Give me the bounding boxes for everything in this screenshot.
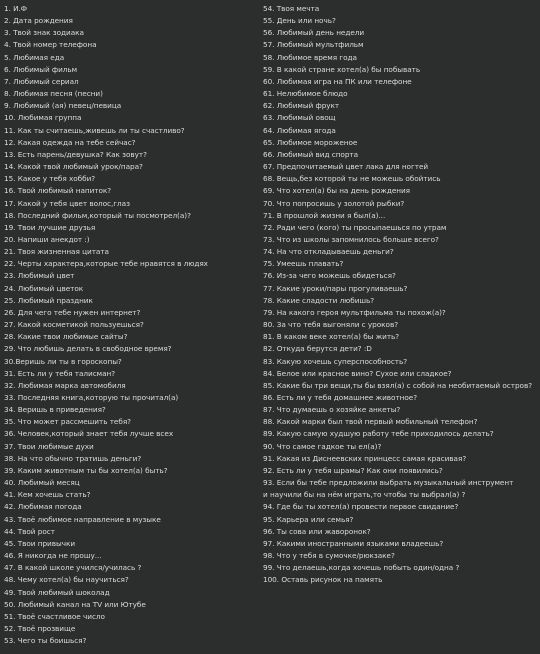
- question-item: 24. Любимый цветок: [4, 283, 84, 293]
- question-item: 43. Твоё любимое направление в музыке: [4, 514, 161, 524]
- question-item: 63. Любимый овощ: [263, 113, 336, 123]
- question-item: 34. Веришь в приведения?: [4, 405, 106, 415]
- question-item: 51. Твоё счастливое число: [4, 611, 105, 621]
- question-item: 85. Какие бы три вещи,ты бы взял(а) с собой на необитаемый остров?: [263, 380, 533, 390]
- questions-column-left: [4, 3, 258, 647]
- question-item: 17. Какой у тебя цвет волос,глаз: [4, 198, 130, 208]
- question-item: 37. Твои любимые духи: [4, 441, 94, 451]
- question-item: 57. Любимый мультфильм: [263, 40, 364, 50]
- question-item: 86. Есть ли у тебя домашнее животное?: [263, 393, 418, 402]
- question-item: 23. Любимый цвет: [4, 271, 75, 281]
- question-item: 35. Что может рассмешить тебя?: [4, 417, 131, 427]
- question-item: 7. Любимый сериал: [4, 76, 79, 86]
- question-item: 75. Умеешь плавать?: [263, 259, 344, 269]
- question-item: 45. Твои привычки: [4, 538, 76, 548]
- question-item: 6. Любимый фильм: [4, 64, 78, 74]
- question-item: 49. Твой любимый шоколад: [4, 587, 110, 597]
- question-item: 90. Что самое гадкое ты ел(а)?: [263, 441, 382, 451]
- question-item: 54. Твоя мечта: [263, 4, 320, 13]
- question-item: 18. Последний фильм,который ты посмотрел(а)?: [4, 210, 191, 220]
- question-item: 98. Что у тебя в сумочке/рюкзаке?: [263, 551, 395, 561]
- question-item: 76. Из-за чего можешь обидеться?: [263, 271, 396, 281]
- question-item: 56. Любимый день недели: [263, 28, 365, 38]
- question-item: 52. Твоё прозвище: [4, 623, 76, 633]
- question-item: 74. На что откладываешь деньги?: [263, 247, 394, 257]
- question-item: 88. Какой марки был твой первый мобильный телефон?: [263, 417, 478, 427]
- question-item: 81. В каком веке хотел(а) бы жить?: [263, 332, 400, 342]
- question-item: 3. Твой знак зодиака: [4, 28, 84, 38]
- question-item: 27. Какой косметикой пользуешься?: [4, 320, 144, 330]
- question-item: 4. Твой номер телефона: [4, 40, 97, 50]
- question-item: 87. Что думаешь о хозяйке анкеты?: [263, 405, 401, 415]
- question-item: 15. Какое у тебя хобби?: [4, 174, 96, 184]
- question-item: 84. Белое или красное вино? Сухое или сладкое?: [263, 368, 452, 378]
- question-item: 73. Что из школы запомнилось больше всего?: [263, 234, 439, 244]
- question-item: 19. Твои лучшие друзья: [4, 222, 96, 232]
- question-item: 59. В какой стране хотел(а) бы побывать: [263, 64, 421, 74]
- question-item: 96. Ты сова или жаворонок?: [263, 526, 371, 536]
- question-item: 42. Любимая погода: [4, 502, 82, 512]
- question-item: 92. Есть ли у тебя шрамы? Как они появились?: [263, 465, 443, 475]
- question-item: 79. На какого героя мультфильма ты похож(а)?: [263, 307, 446, 317]
- question-item: 41. Кем хочешь стать?: [4, 490, 91, 500]
- question-item: 53. Чего ты боишься?: [4, 636, 87, 646]
- question-item: 67. Предпочитаемый цвет лака для ногтей: [263, 162, 429, 172]
- question-item: 8. Любимая песня (песни): [4, 89, 103, 99]
- question-item: 40. Любимый месяц: [4, 478, 80, 488]
- question-item: 58. Любимое время года: [263, 52, 357, 62]
- question-item: 91. Какая из Диснеевских принцесс самая красивая?: [263, 453, 467, 463]
- question-item: 46. Я никогда не прошу...: [4, 551, 102, 561]
- question-item: 97. Какими иностранными языками владеешь?: [263, 538, 444, 548]
- question-item: 22. Черты характера,которые тебе нравятся в людях: [4, 259, 208, 269]
- question-item: 33. Последняя книга,которую ты прочитал(а): [4, 393, 179, 402]
- question-item: 5. Любимая еда: [4, 52, 65, 62]
- question-item: 95. Карьера или семья?: [263, 514, 354, 524]
- question-item: 69. Что хотел(а) бы на день рождения: [263, 186, 411, 196]
- question-item: 89. Какую самую худшую работу тебе приходилось делать?: [263, 429, 494, 439]
- question-item: 39. Каким животным ты бы хотел(а) быть?: [4, 465, 168, 475]
- question-item: 32. Любимая марка автомобиля: [4, 380, 126, 390]
- question-item: 14. Какой твой любимый урок/пара?: [4, 162, 143, 172]
- question-item: 1. И.Ф: [4, 4, 28, 13]
- question-item: 77. Какие уроки/пары прогуливаешь?: [263, 283, 408, 293]
- question-item: 36. Человек,который знает тебя лучше всех: [4, 429, 174, 439]
- question-item: 100. Оставь рисунок на память: [263, 575, 383, 585]
- question-item: 82. Откуда берутся дети? :D: [263, 344, 372, 354]
- question-item: 61. Нелюбимое блюдо: [263, 89, 348, 99]
- question-item: 48. Чему хотел(а) бы научиться?: [4, 575, 129, 585]
- question-item: 25. Любимый праздник: [4, 295, 93, 305]
- questions-column-right: [263, 3, 536, 587]
- question-item: 62. Любимый фрукт: [263, 101, 340, 111]
- question-item: 71. В прошлой жизни я был(а)...: [263, 210, 386, 220]
- question-item: 16. Твой любимый напиток?: [4, 186, 112, 196]
- question-item: 2. Дата рождения: [4, 16, 73, 26]
- question-item: 21. Твоя жизненная цитата: [4, 247, 109, 257]
- question-item: 47. В какой школе учился/училась ?: [4, 563, 142, 573]
- question-item: 11. Как ты считаешь,живешь ли ты счастливо?: [4, 125, 185, 135]
- question-item: 38. На что обычно тратишь деньги?: [4, 453, 142, 463]
- question-item: и научили бы на нём играть,то чтобы ты выбрал(а) ?: [263, 490, 466, 500]
- question-item: 78. Какие сладости любишь?: [263, 295, 375, 305]
- question-item: 50. Любимый канал на TV или Ютубе: [4, 599, 146, 609]
- question-item: 80. За что тебя выгоняли с уроков?: [263, 320, 399, 330]
- question-item: 66. Любимый вид спорта: [263, 149, 359, 159]
- question-item: 72. Ради чего (кого) ты просыпаешься по утрам: [263, 222, 447, 232]
- question-item: 13. Есть парень/девушка? Как зовут?: [4, 149, 147, 159]
- question-item: 60. Любимая игра на ПК или телефоне: [263, 76, 412, 86]
- question-item: 20. Напиши анекдот :): [4, 234, 90, 244]
- question-item: 55. День или ночь?: [263, 16, 336, 26]
- question-item: 68. Вещь,без которой ты не можешь обойтись: [263, 174, 441, 184]
- question-item: 94. Где бы ты хотел(а) провести первое свидание?: [263, 502, 459, 512]
- question-item: 30.Веришь ли ты в гороскопы?: [4, 356, 122, 366]
- question-item: 83. Какую хочешь суперспособность?: [263, 356, 408, 366]
- question-item: 29. Что любишь делать в свободное время?: [4, 344, 172, 354]
- question-item: 12. Какая одежда на тебе сейчас?: [4, 137, 136, 147]
- question-item: 93. Если бы тебе предложили выбрать музыкальный инструмент: [263, 478, 514, 488]
- question-item: 10. Любимая группа: [4, 113, 82, 123]
- question-item: 28. Какие твои любимые сайты?: [4, 332, 128, 342]
- question-item: 65. Любимое мороженое: [263, 137, 358, 147]
- question-item: 9. Любимый (ая) певец/певица: [4, 101, 122, 111]
- question-item: 64. Любимая ягода: [263, 125, 336, 135]
- question-item: 70. Что попросишь у золотой рыбки?: [263, 198, 405, 208]
- question-item: 99. Что делаешь,когда хочешь побыть один/одна ?: [263, 563, 460, 573]
- question-item: 44. Твой рост: [4, 526, 55, 536]
- question-item: 31. Есть ли у тебя талисман?: [4, 368, 116, 378]
- question-item: 26. Для чего тебе нужен интернет?: [4, 307, 141, 317]
